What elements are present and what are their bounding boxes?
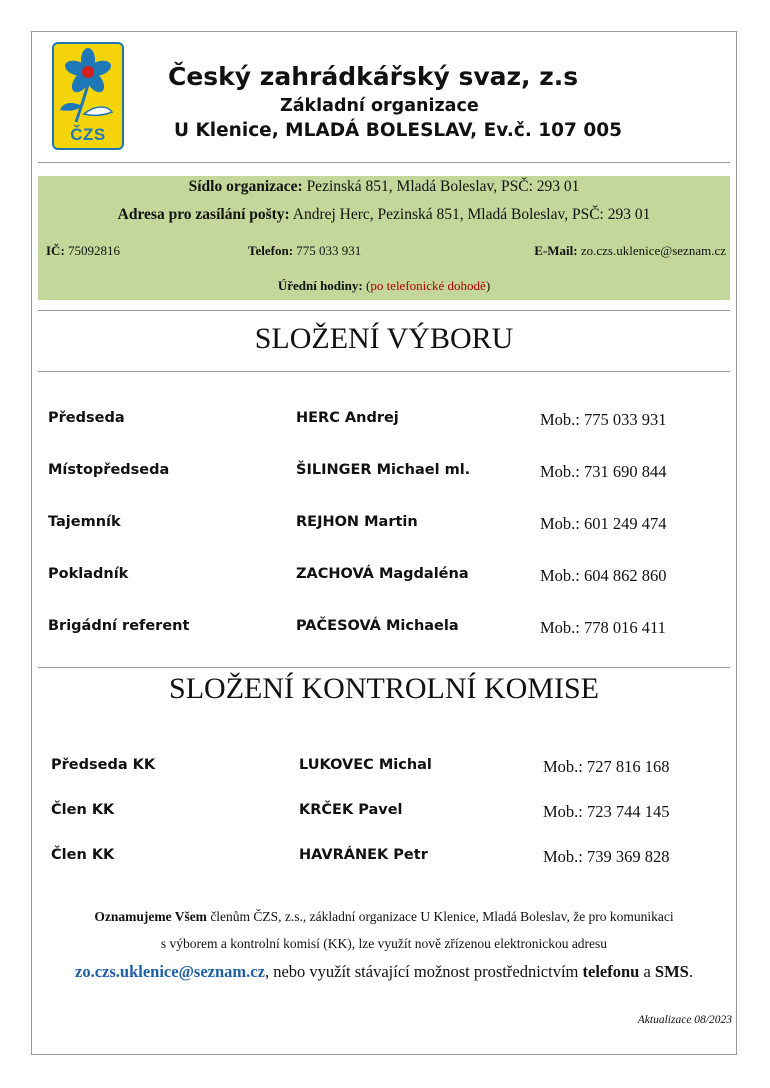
organization-subtitle: Základní organizace bbox=[280, 96, 479, 116]
mail-label: Adresa pro zasílání pošty: bbox=[117, 206, 290, 223]
committee-row bbox=[32, 410, 736, 434]
committee-row bbox=[32, 514, 736, 538]
phone-value: 775 033 931 bbox=[293, 243, 362, 258]
member-name: ZACHOVÁ Magdaléna bbox=[296, 566, 469, 582]
notice-text: , nebo využít stávající možnost prostřednictvím bbox=[264, 962, 583, 981]
ic-label: IČ: bbox=[46, 243, 65, 258]
member-role: Pokladník bbox=[48, 566, 129, 582]
ic-field bbox=[46, 243, 120, 259]
control-title: SLOŽENÍ KONTROLNÍ KOMISE bbox=[169, 672, 599, 705]
member-name: ŠILINGER Michael ml. bbox=[296, 462, 471, 478]
member-name: HERC Andrej bbox=[296, 410, 399, 426]
notice-sms: SMS bbox=[654, 962, 689, 981]
member-role: Tajemník bbox=[48, 514, 121, 530]
czs-logo bbox=[52, 42, 124, 150]
committee-title: SLOŽENÍ VÝBORU bbox=[254, 322, 514, 355]
logo-text: ČZS bbox=[70, 125, 106, 144]
hours-close-paren: ) bbox=[485, 278, 491, 293]
ic-value: 75092816 bbox=[64, 243, 121, 258]
member-role: Místopředseda bbox=[48, 462, 170, 478]
notice-line-3 bbox=[32, 962, 736, 982]
divider bbox=[38, 162, 730, 163]
notice-period: . bbox=[688, 962, 693, 981]
member-name: KRČEK Pavel bbox=[299, 802, 403, 818]
member-role: Předseda bbox=[48, 410, 125, 426]
seat-value: Pezinská 851, Mladá Boleslav, PSČ: 293 01 bbox=[302, 178, 580, 195]
member-phone: Mob.: 778 016 411 bbox=[540, 618, 666, 637]
email-field bbox=[534, 243, 726, 259]
notice-bold: Oznamujeme Všem bbox=[94, 909, 207, 924]
member-phone: Mob.: 775 033 931 bbox=[540, 410, 667, 429]
hours-label: Úřední hodiny: bbox=[277, 278, 363, 293]
notice-line-2: s výborem a kontrolní komisí (KK), lze využít nově zřízenou elektronickou adresu bbox=[160, 936, 608, 951]
divider bbox=[38, 667, 730, 668]
notice-line-1 bbox=[32, 909, 736, 925]
control-row bbox=[32, 802, 736, 826]
flower-icon bbox=[54, 44, 122, 128]
member-role: Brigádní referent bbox=[48, 618, 190, 634]
divider bbox=[38, 310, 730, 311]
member-name: PAČESOVÁ Michaela bbox=[296, 618, 459, 634]
member-name: HAVRÁNEK Petr bbox=[299, 847, 428, 863]
mail-line bbox=[38, 206, 730, 224]
committee-row bbox=[32, 566, 736, 590]
phone-field bbox=[248, 243, 361, 259]
document-page bbox=[31, 31, 737, 1055]
seat-line bbox=[38, 178, 730, 196]
notice-phone: telefonu bbox=[582, 962, 640, 981]
contact-info-band bbox=[38, 176, 730, 300]
member-role: Člen KK bbox=[51, 847, 115, 863]
divider bbox=[38, 371, 730, 372]
notice-and: a bbox=[639, 962, 655, 981]
committee-row bbox=[32, 618, 736, 642]
update-date: Aktualizace 08/2023 bbox=[637, 1014, 732, 1026]
mail-value: Andrej Herc, Pezinská 851, Mladá Boleslav, PSČ: 293 01 bbox=[289, 206, 651, 223]
organization-address: U Klenice, MLADÁ BOLESLAV, Ev.č. 107 005 bbox=[174, 120, 622, 141]
organization-name: Český zahrádkářský svaz, z.s bbox=[168, 62, 579, 91]
office-hours-line bbox=[38, 278, 730, 294]
member-phone: Mob.: 739 369 828 bbox=[543, 847, 670, 866]
notice-text: členům ČZS, z.s., základní organizace U Klenice, Mladá Boleslav, že pro komunikaci bbox=[206, 909, 674, 924]
member-name: LUKOVEC Michal bbox=[299, 757, 432, 773]
control-row bbox=[32, 757, 736, 781]
member-name: REJHON Martin bbox=[296, 514, 418, 530]
hours-value: po telefonické dohodě bbox=[370, 278, 486, 293]
seat-label: Sídlo organizace: bbox=[188, 178, 303, 195]
hours-open-paren: ( bbox=[362, 278, 371, 293]
member-phone: Mob.: 731 690 844 bbox=[540, 462, 667, 481]
member-phone: Mob.: 601 249 474 bbox=[540, 514, 667, 533]
member-phone: Mob.: 723 744 145 bbox=[543, 802, 670, 821]
member-role: Předseda KK bbox=[51, 757, 156, 773]
committee-row bbox=[32, 462, 736, 486]
email-value: zo.czs.uklenice@seznam.cz bbox=[577, 243, 726, 258]
email-label: E-Mail: bbox=[534, 243, 578, 258]
member-phone: Mob.: 604 862 860 bbox=[540, 566, 667, 585]
control-row bbox=[32, 847, 736, 871]
notice-email-link[interactable]: zo.czs.uklenice@seznam.cz bbox=[75, 962, 265, 981]
member-role: Člen KK bbox=[51, 802, 115, 818]
phone-label: Telefon: bbox=[248, 243, 294, 258]
member-phone: Mob.: 727 816 168 bbox=[543, 757, 670, 776]
